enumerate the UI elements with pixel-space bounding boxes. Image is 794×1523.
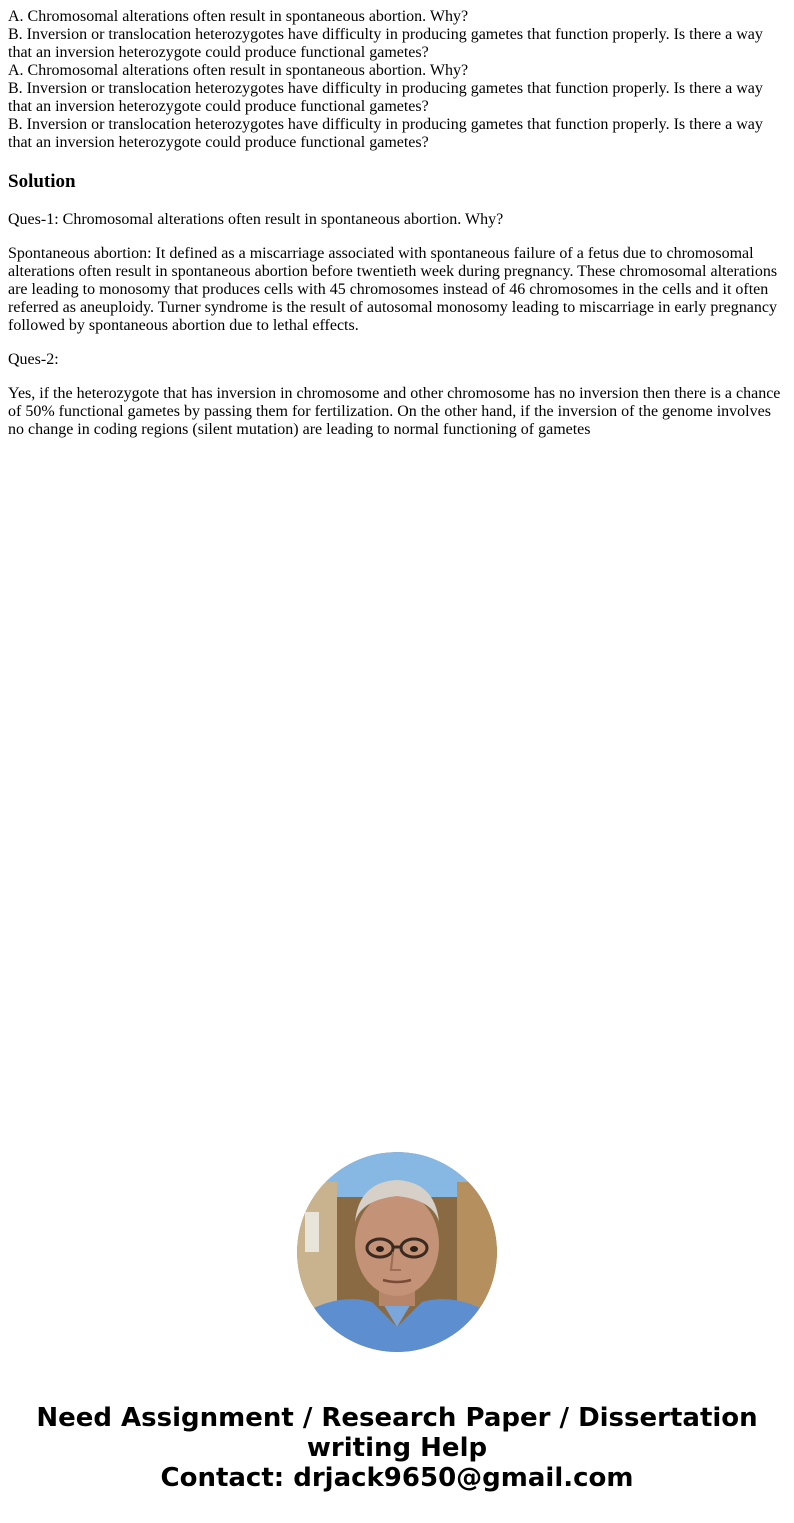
avatar-photo-icon	[297, 1152, 497, 1352]
avatar	[297, 1152, 497, 1352]
question-line: A. Chromosomal alterations often result in spontaneous abortion. Why?	[8, 62, 469, 79]
ques1-heading: Ques-1: Chromosomal alterations often result in spontaneous abortion. Why?	[8, 211, 504, 228]
ques1-answer: Spontaneous abortion: It defined as a miscarriage associated with spontaneous failure of a fetus due to chromosomal alterations often result in spontaneous abortion before twentieth week during pregnancy. These chromosomal alterations are leading to monosomy that produces cells with 45 chromosomes instead of 46 chromosomes in the cells and it often referred as aneuploidy. Turner syndrome is the result of autosomal monosomy leading to miscarriage in early pregnancy followed by spontaneous abortion due to lethal effects.	[8, 245, 778, 334]
solution-heading: Solution	[8, 171, 76, 192]
question-block	[8, 8, 786, 152]
question-line: B. Inversion or translocation heterozygotes have difficulty in producing gametes that function properly. Is there a way that an inversion heterozygote could produce functional gametes?	[8, 116, 763, 151]
question-line: B. Inversion or translocation heterozygotes have difficulty in producing gametes that function properly. Is there a way that an inversion heterozygote could produce functional gametes?	[8, 80, 763, 115]
question-line: B. Inversion or translocation heterozygotes have difficulty in producing gametes that function properly. Is there a way that an inversion heterozygote could produce functional gametes?	[8, 26, 763, 61]
ques2-answer: Yes, if the heterozygote that has inversion in chromosome and other chromosome has no inversion then there is a chance of 50% functional gametes by passing them for fertilization. On the other hand, if the inversion of the genome involves no change in coding regions (silent mutation) are leading to normal functioning of gametes	[8, 385, 781, 438]
promo-line-contact: Contact: drjack9650@gmail.com	[160, 1463, 634, 1493]
question-line: A. Chromosomal alterations often result in spontaneous abortion. Why?	[8, 8, 469, 25]
promo-text	[0, 1403, 794, 1493]
promo-line-help: Need Assignment / Research Paper / Dissertation writing Help	[36, 1403, 758, 1463]
document-page	[0, 0, 794, 439]
promo-banner	[0, 1152, 794, 1493]
ques2-heading: Ques-2:	[8, 351, 59, 368]
